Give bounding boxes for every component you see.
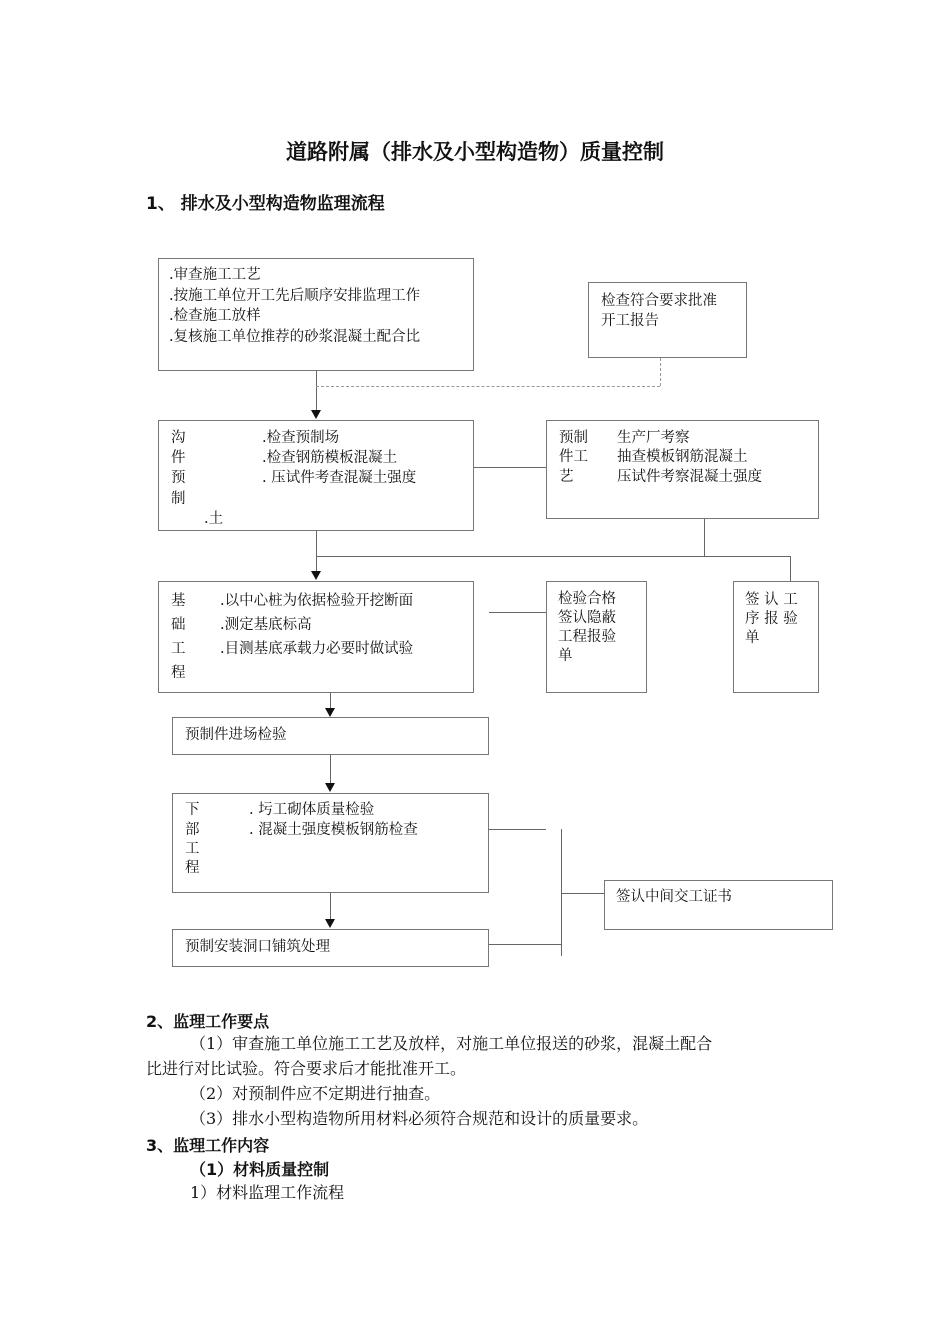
- approve-box: [588, 282, 747, 358]
- prefab-label: 件工: [559, 449, 588, 465]
- sub-label: 程: [185, 860, 200, 876]
- review-item: .审查施工工艺: [169, 267, 261, 283]
- ditch-label: 沟: [171, 430, 186, 446]
- sub-item: . 圬工砌体质量检验: [249, 802, 375, 818]
- review-item: .按施工单位开工先后顺序安排监理工作: [169, 288, 421, 304]
- sign-line: 单: [745, 630, 760, 646]
- foundation-item: .目测基底承载力必要时做试验: [220, 641, 414, 657]
- foundation-label: 基: [171, 593, 186, 609]
- foundation-label: 工: [171, 641, 186, 657]
- hidden-line: 单: [558, 648, 573, 664]
- ditch-label: 件: [171, 450, 186, 466]
- sub-label: 工: [185, 841, 200, 857]
- entry-label: 预制件进场检验: [185, 727, 287, 743]
- sub-label: 下: [185, 802, 200, 818]
- arrow-down-icon: [325, 783, 335, 792]
- certificate-label: 签认中间交工证书: [616, 889, 732, 905]
- hidden-line: 签认隐蔽: [558, 610, 616, 626]
- ditch-item: .检查钢筋模板混凝土: [262, 450, 398, 466]
- review-item: .检查施工放样: [169, 308, 261, 324]
- arrow-down-icon: [311, 410, 321, 419]
- hidden-line: 检验合格: [558, 591, 616, 607]
- sign-line: 签 认 工: [745, 592, 798, 608]
- sub-item: . 混凝土强度模板钢筋检查: [249, 822, 418, 838]
- page-title: 道路附属（排水及小型构造物）质量控制: [286, 140, 664, 164]
- install-box: [172, 929, 489, 967]
- certificate-box: [604, 880, 833, 930]
- foundation-item: .测定基底标高: [220, 617, 312, 633]
- prefab-label: 预制: [559, 430, 588, 446]
- section-1-heading: 1、 排水及小型构造物监理流程: [146, 194, 385, 214]
- arrow-down-icon: [325, 919, 335, 928]
- entry-inspection-box: [172, 717, 489, 755]
- review-item: .复核施工单位推荐的砂浆混凝土配合比: [169, 329, 421, 345]
- paragraph: （1）审查施工单位施工工艺及放样，对施工单位报送的砂浆，混凝土配合: [190, 1034, 713, 1053]
- substructure-box: [172, 793, 489, 893]
- arrow-down-icon: [325, 708, 335, 717]
- foundation-item: .以中心桩为依据检验开挖断面: [220, 593, 414, 609]
- install-label: 预制安装洞口铺筑处理: [185, 939, 330, 955]
- paragraph: （3）排水小型构造物所用材料必须符合规范和设计的质量要求。: [190, 1109, 649, 1128]
- prefab-item: 压试件考察混凝土强度: [617, 469, 762, 485]
- prefab-item: 抽查模板钢筋混凝土: [617, 449, 748, 465]
- paragraph: （2）对预制件应不定期进行抽查。: [190, 1084, 441, 1103]
- approve-line: 检查符合要求批准: [601, 293, 717, 309]
- section-3-heading: 3、监理工作内容: [146, 1136, 270, 1155]
- foundation-box: [158, 581, 474, 693]
- prefab-label: 艺: [559, 469, 574, 485]
- ditch-extra: .土: [204, 511, 224, 527]
- hidden-works-box: [546, 581, 647, 693]
- prefab-item: 生产厂考察: [617, 430, 690, 446]
- sign-line: 序 报 验: [745, 611, 798, 627]
- review-box: [158, 258, 474, 371]
- ditch-prefab-box: [158, 420, 474, 531]
- ditch-item: .检查预制场: [262, 430, 340, 446]
- approve-line: 开工报告: [601, 313, 659, 329]
- ditch-item: . 压试件考查混凝土强度: [262, 470, 417, 486]
- sub-label: 部: [185, 822, 200, 838]
- arrow-down-icon: [311, 571, 321, 580]
- sign-process-box: [733, 581, 819, 693]
- prefab-process-box: [546, 420, 819, 519]
- section-2-heading: 2、监理工作要点: [146, 1012, 270, 1031]
- paragraph: 比进行对比试验。符合要求后才能批准开工。: [146, 1059, 467, 1078]
- paragraph: 1）材料监理工作流程: [190, 1183, 345, 1202]
- foundation-label: 础: [171, 617, 186, 633]
- foundation-label: 程: [171, 665, 186, 681]
- subsection-heading: （1）材料质量控制: [190, 1160, 330, 1179]
- hidden-line: 工程报验: [558, 629, 616, 645]
- ditch-label: 制: [171, 491, 186, 507]
- ditch-label: 预: [171, 470, 186, 486]
